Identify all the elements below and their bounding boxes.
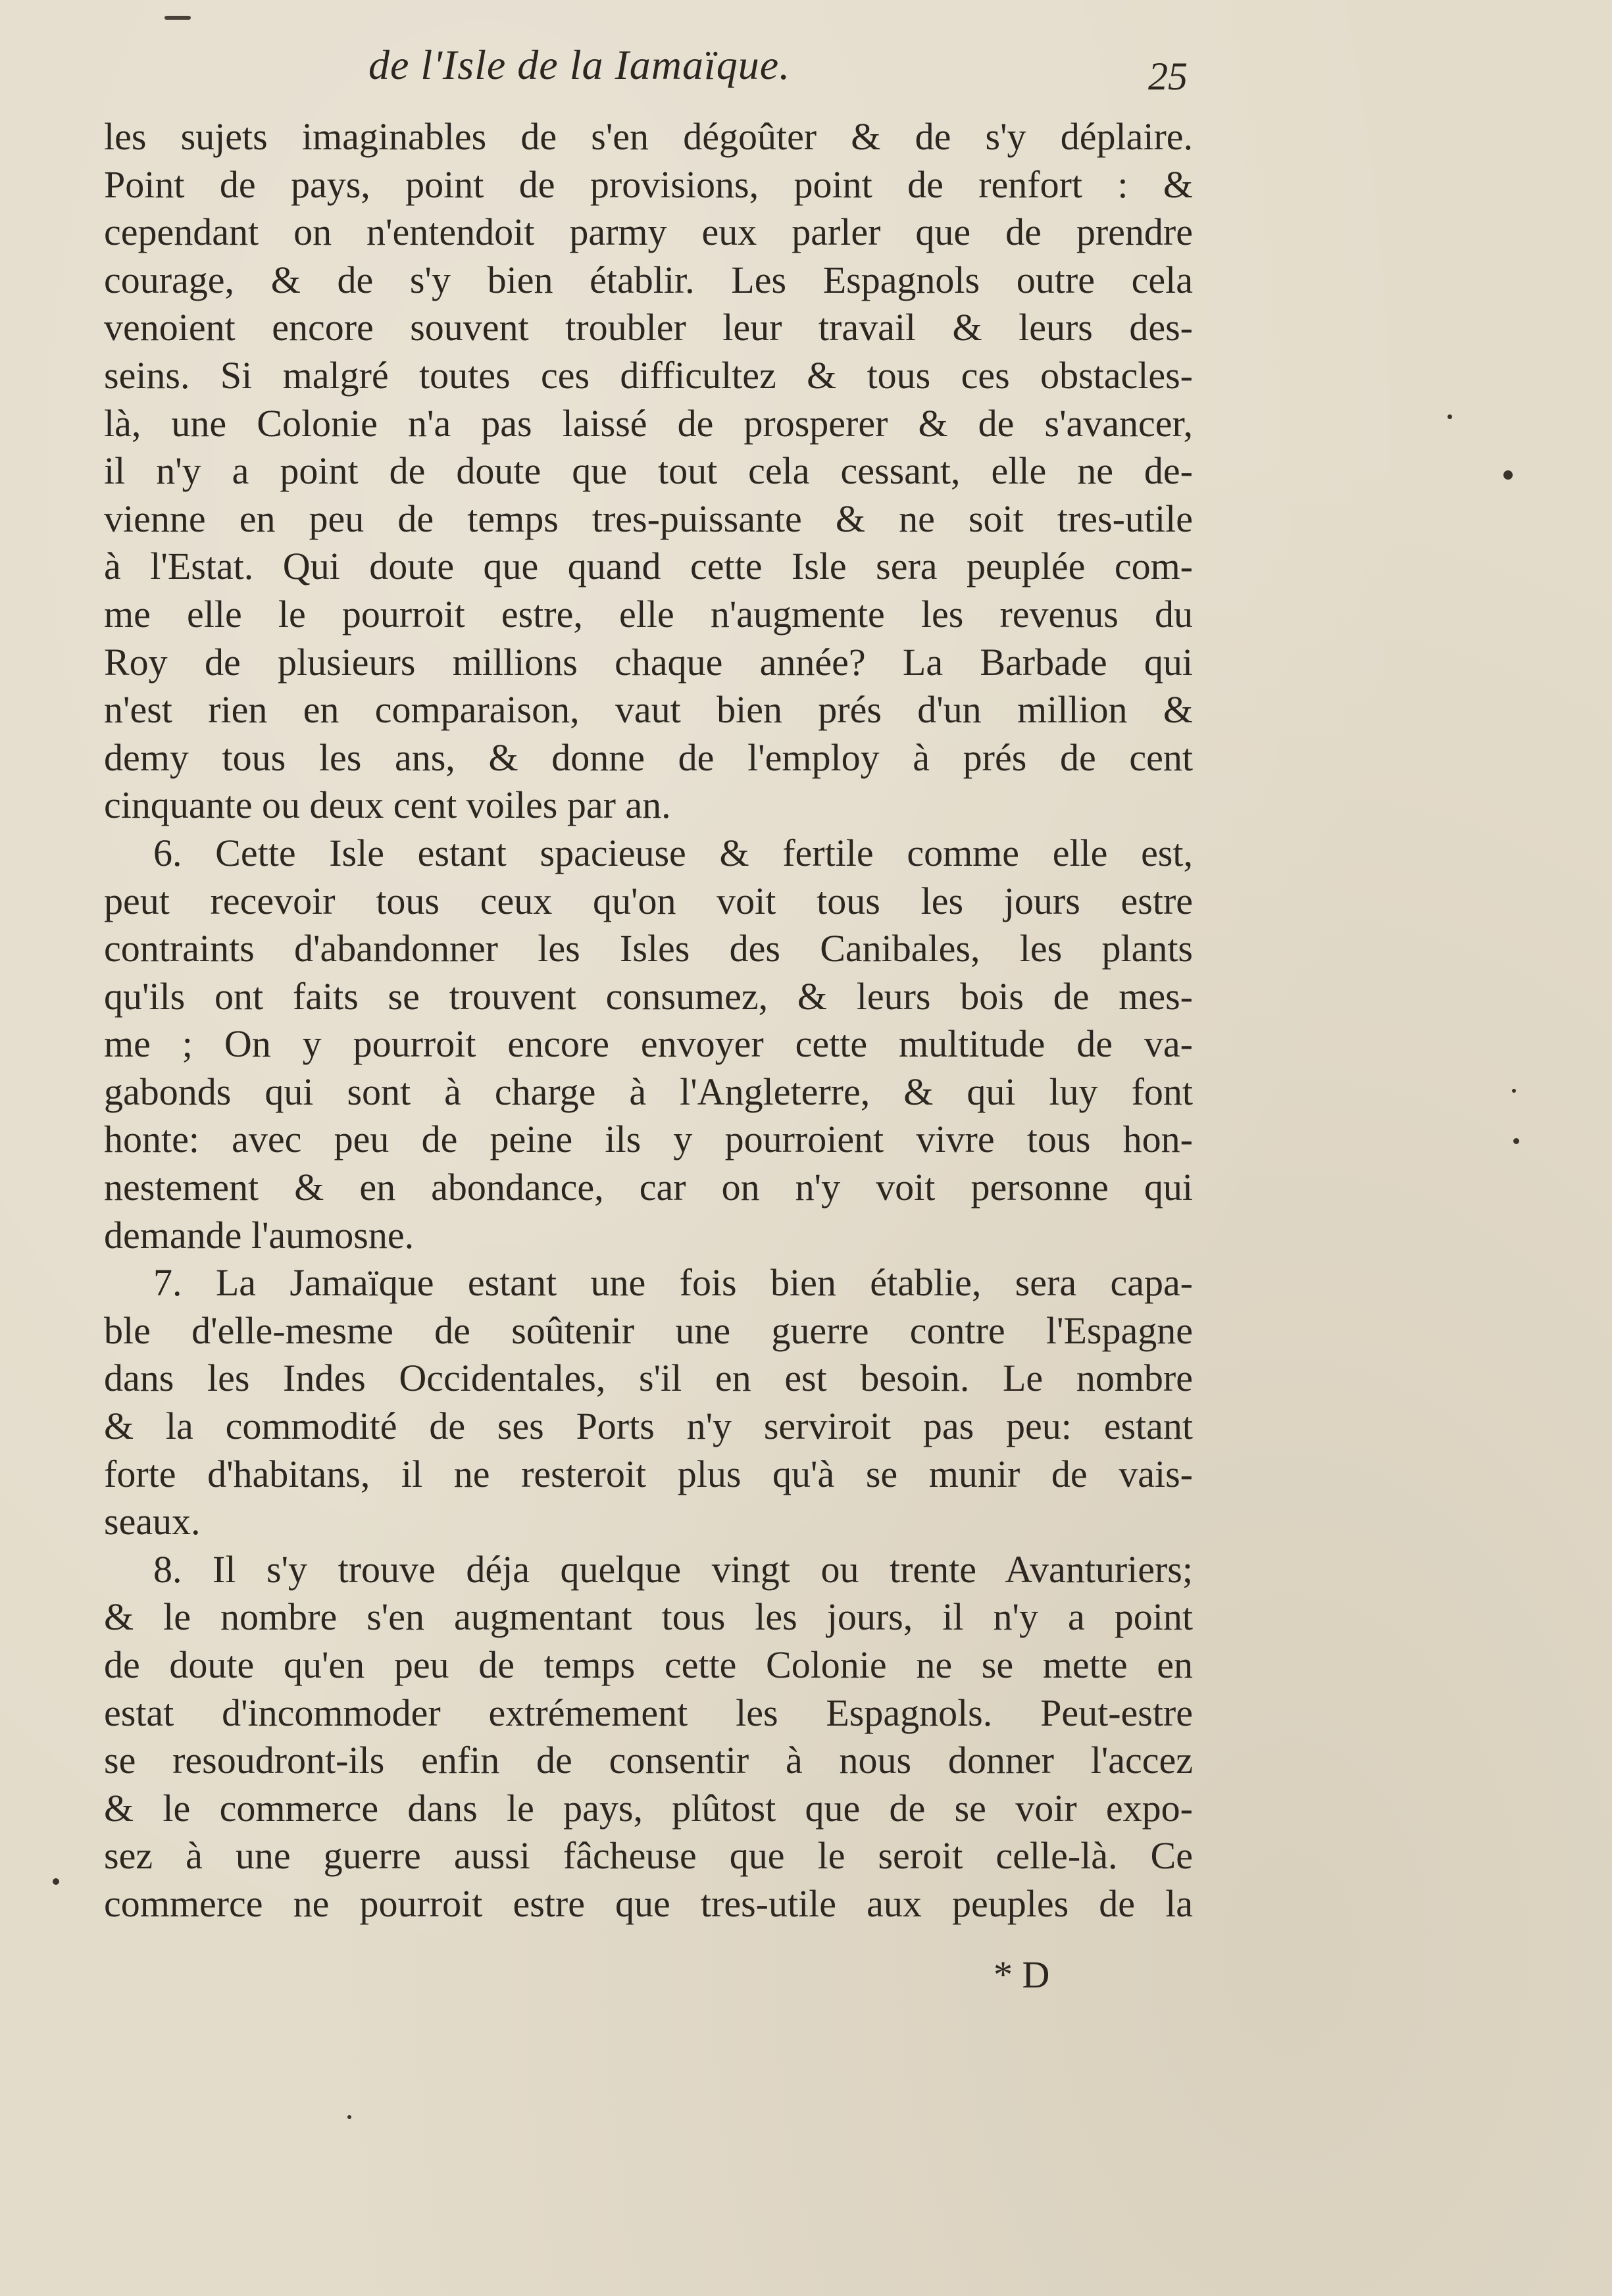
paper-speck [1503, 470, 1513, 480]
body-text [104, 113, 1193, 1928]
text-line: 6. Cette Isle estant spacieuse & fertile comme elle est, [153, 831, 1193, 874]
text-line: peut recevoir tous ceux qu'on voit tous les jours estre [104, 879, 1193, 922]
running-head: de l'Isle de la Iamaïque. [368, 41, 791, 88]
text-line: me ; On y pourroit encore envoyer cette multitude de va- [104, 1022, 1193, 1066]
text-line: ble d'elle-mesme de soûtenir une guerre contre l'Espagne [104, 1309, 1193, 1352]
text-line: Roy de plusieurs millions chaque année? La Barbade qui [104, 640, 1193, 684]
text-line: forte d'habitans, il ne resteroit plus qu'à se munir de vais- [104, 1452, 1193, 1495]
text-line: il n'y a point de doute que tout cela cessant, elle ne de- [104, 449, 1193, 493]
text-line: Point de pays, point de provisions, point de renfort : & [104, 162, 1193, 206]
text-line: & le commerce dans le pays, plûtost que de se voir expo- [104, 1786, 1193, 1830]
text-line: là, une Colonie n'a pas laissé de prosperer & de s'avancer, [104, 401, 1193, 445]
text-line: venoient encore souvent troubler leur travail & leurs des- [104, 306, 1193, 349]
text-line: cependant on n'entendoit parmy eux parler que de prendre [104, 211, 1193, 254]
text-line: sez à une guerre aussi fâcheuse que le seroit celle-là. Ce [104, 1834, 1193, 1878]
text-line: nestement & en abondance, car on n'y voit personne qui [104, 1166, 1193, 1209]
text-line: à l'Estat. Qui doute que quand cette Isle sera peuplée com- [104, 545, 1193, 588]
page-number: 25 [1148, 55, 1188, 98]
paper-speck [53, 1878, 59, 1885]
text-line: n'est rien en comparaison, vaut bien prés d'un million & [104, 688, 1193, 732]
text-line: demande l'aumosne. [104, 1213, 415, 1257]
text-line: commerce ne pourroit estre que tres-utile aux peuples de la [104, 1882, 1193, 1925]
text-line: contraints d'abandonner les Isles des Canibales, les plants [104, 927, 1193, 970]
signature-mark: * D [994, 1953, 1050, 1996]
paper-speck [1512, 1089, 1516, 1093]
text-line: & le nombre s'en augmentant tous les jours, il n'y a point [104, 1595, 1193, 1639]
text-line: qu'ils ont faits se trouvent consumez, & leurs bois de mes- [104, 974, 1193, 1018]
text-line: se resoudront-ils enfin de consentir à nous donner l'accez [104, 1739, 1193, 1782]
text-line: de doute qu'en peu de temps cette Colonie ne se mette en [104, 1643, 1193, 1686]
text-line: courage, & de s'y bien établir. Les Espagnols outre cela [104, 258, 1193, 301]
paper-speck [1513, 1138, 1519, 1144]
text-line: 7. La Jamaïque estant une fois bien établie, sera capa- [153, 1261, 1193, 1305]
text-line: vienne en peu de temps tres-puissante & ne soit tres-utile [104, 497, 1193, 540]
text-line: 8. Il s'y trouve déja quelque vingt ou trente Avanturiers; [153, 1547, 1193, 1591]
paper-speck [347, 2115, 351, 2119]
text-line: & la commodité de ses Ports n'y serviroit pas peu: estant [104, 1405, 1193, 1448]
text-line: les sujets imaginables de s'en dégoûter & de s'y déplaire. [104, 115, 1193, 158]
text-line: seaux. [104, 1500, 201, 1543]
text-line: me elle le pourroit estre, elle n'augmente les revenus du [104, 592, 1193, 636]
text-line: cinquante ou deux cent voiles par an. [104, 784, 671, 827]
text-line: demy tous les ans, & donne de l'employ à prés de cent [104, 736, 1193, 779]
text-line: seins. Si malgré toutes ces difficultez & tous ces obstacles- [104, 353, 1193, 397]
text-line: honte: avec peu de peine ils y pourroient vivre tous hon- [104, 1118, 1193, 1161]
text-line: estat d'incommoder extrémement les Espagnols. Peut-estre [104, 1691, 1193, 1734]
text-line: dans les Indes Occidentales, s'il en est besoin. Le nombre [104, 1357, 1193, 1400]
text-line: gabonds qui sont à charge à l'Angleterre, & qui luy font [104, 1070, 1193, 1113]
paper-speck [1448, 414, 1452, 419]
ink-mark [164, 16, 191, 20]
